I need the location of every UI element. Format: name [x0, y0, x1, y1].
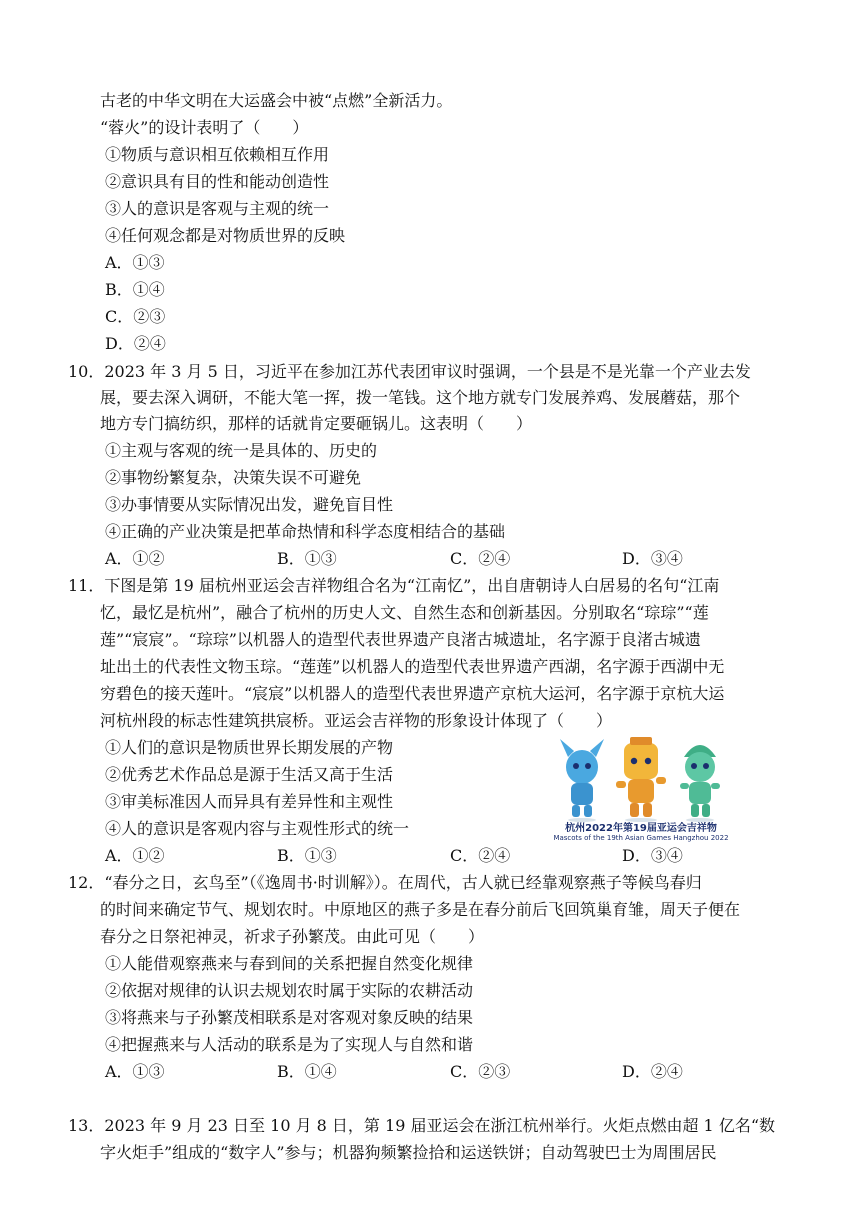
q12-option-c: C．②③	[450, 1062, 511, 1081]
q11-line-6: 河杭州段的标志性建筑拱宸桥。亚运会吉祥物的形象设计体现了（ ）	[100, 711, 613, 730]
q11-statement-3: ③审美标准因人而异具有差异性和主观性	[105, 792, 394, 811]
q10-line-2: 展，要去深入调研，不能大笔一挥，拨一笔钱。这个地方就专门发展养鸡、发展蘑菇，那个	[100, 388, 741, 407]
q10-statement-2: ②事物纷繁复杂，决策失误不可避免	[105, 468, 362, 487]
q10-option-c: C．②④	[450, 549, 511, 568]
q9-option-b: B．①④	[105, 280, 165, 299]
q12-line-1: 12．“春分之日，玄鸟至”（《逸周书·时训解》）。在周代，古人就已经靠观察燕子等候鸟春归	[68, 873, 702, 892]
q13-line-1: 13．2023 年 9 月 23 日至 10 月 8 日，第 19 届亚运会在浙江杭州举行。火炬点燃由超 1 亿名“数	[68, 1116, 775, 1135]
q11-option-d: D．③④	[622, 846, 683, 865]
q12-statement-2: ②依据对规律的认识去规划农时属于实际的农耕活动	[105, 981, 474, 1000]
q12-statement-3: ③将燕来与子孙繁茂相联系是对客观对象反映的结果	[105, 1008, 474, 1027]
q10-option-d: D．③④	[622, 549, 683, 568]
q13-line-2: 字火炬手”组成的“数字人”参与；机器狗频繁捡拾和运送铁饼；自动驾驶巴士为周围居民	[100, 1143, 717, 1162]
q9-option-a: A．①③	[105, 253, 165, 272]
q11-statement-1: ①人们的意识是物质世界长期发展的产物	[105, 738, 394, 757]
q12-statement-1: ①人能借观察燕来与春到间的关系把握自然变化规律	[105, 954, 474, 973]
q9-statement-4: ④任何观念都是对物质世界的反映	[105, 226, 346, 245]
q11-option-c: C．②④	[450, 846, 511, 865]
q9-line-1: 古老的中华文明在大运盛会中被“点燃”全新活力。	[100, 91, 453, 110]
q10-line-1: 10．2023 年 3 月 5 日，习近平在参加江苏代表团审议时强调，一个县是不是光靠一个产业去发	[68, 362, 751, 381]
lianlian-mascot	[680, 745, 720, 822]
q9-line-2: “蓉火”的设计表明了（ ）	[100, 118, 309, 137]
q10-option-b: B．①③	[277, 549, 337, 568]
q11-line-1: 11．下图是第 19 届杭州亚运会吉祥物组合名为“江南忆”，出自唐朝诗人白居易的名句“江南	[68, 576, 720, 595]
q10-statement-3: ③办事情要从实际情况出发，避免盲目性	[105, 495, 394, 514]
q12-statement-4: ④把握燕来与人活动的联系是为了实现人与自然和谐	[105, 1035, 474, 1054]
q12-line-2: 的时间来确定节气、规划农时。中原地区的燕子多是在春分前后飞回筑巢育雏，周天子便在	[100, 900, 741, 919]
q9-statement-1: ①物质与意识相互依赖相互作用	[105, 145, 330, 164]
q10-statement-1: ①主观与客观的统一是具体的、历史的	[105, 441, 378, 460]
q11-line-5: 穷碧色的接天莲叶。“宸宸”以机器人的造型代表世界遗产京杭大运河，名字源于京杭大运	[100, 684, 725, 703]
q9-statement-2: ②意识具有目的性和能动创造性	[105, 172, 330, 191]
q12-option-b: B．①④	[277, 1062, 337, 1081]
q10-statement-4: ④正确的产业决策是把革命热情和科学态度相结合的基础	[105, 522, 506, 541]
q11-option-b: B．①③	[277, 846, 337, 865]
q12-option-a: A．①③	[105, 1062, 165, 1081]
q10-option-a: A．①②	[105, 549, 165, 568]
q11-line-4: 址出土的代表性文物玉琮。“莲莲”以机器人的造型代表世界遗产西湖，名字源于西湖中无	[100, 657, 725, 676]
q11-option-a: A．①②	[105, 846, 165, 865]
q11-statement-4: ④人的意识是客观内容与主观性形式的统一	[105, 819, 410, 838]
q10-line-3: 地方专门搞纺织，那样的话就肯定要砸锅儿。这表明（ ）	[100, 414, 533, 433]
chenchen-mascot	[560, 739, 604, 822]
q12-line-3: 春分之日祭祀神灵，祈求子孙繁茂。由此可见（ ）	[100, 927, 485, 946]
mascot-caption: 杭州2022年第19届亚运会吉祥物	[565, 823, 717, 834]
q12-option-d: D．②④	[622, 1062, 683, 1081]
q11-line-3: 莲”“宸宸”。“琮琮”以机器人的造型代表世界遗产良渚古城遗址，名字源于良渚古城遗	[100, 630, 701, 649]
q11-statement-2: ②优秀艺术作品总是源于生活又高于生活	[105, 765, 394, 784]
q9-option-d: D．②④	[105, 334, 166, 353]
mascot-image	[552, 733, 730, 845]
q9-statement-3: ③人的意识是客观与主观的统一	[105, 199, 330, 218]
q9-option-c: C．②③	[105, 307, 166, 326]
mascots-illustration	[552, 733, 730, 823]
congcong-mascot	[616, 737, 666, 822]
q11-line-2: 忆，最忆是杭州”，融合了杭州的历史人文、自然生态和创新基因。分别取名“琮琮”“莲	[100, 603, 709, 622]
mascot-caption-en: Mascots of the 19th Asian Games Hangzhou 2022	[553, 834, 729, 842]
